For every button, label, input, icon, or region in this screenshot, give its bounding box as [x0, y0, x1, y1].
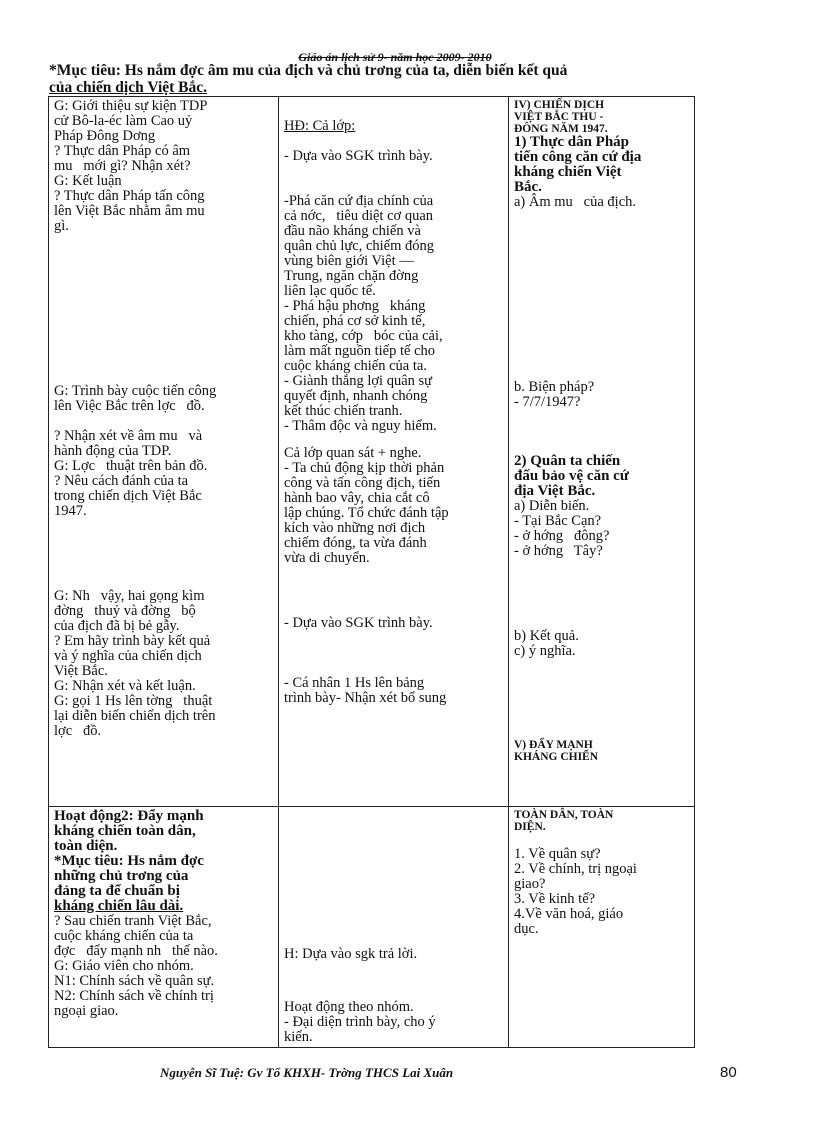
- text-line: - Phá hậu phơng kháng: [284, 298, 426, 314]
- text-line: kiến.: [284, 1029, 313, 1045]
- text-line: - Dựa vào SGK trình bày.: [284, 148, 433, 164]
- text-line: hành động của TDP.: [54, 443, 172, 459]
- text-line: Hoạt động theo nhóm.: [284, 999, 414, 1015]
- heading-line: Hoạt động2: Đẩy mạnh: [54, 808, 204, 824]
- text-line: quân chủ lực, chiếm đóng: [284, 238, 434, 254]
- text-line: 1. Về quân sự?: [514, 846, 601, 862]
- heading-line: KHÁNG CHIẾN: [514, 751, 599, 763]
- objective-line-2: của chiến dịch Việt Bắc.: [49, 79, 208, 96]
- text-line: N2: Chính sách về chính trị: [54, 988, 214, 1004]
- text-line: kết thúc chiến tranh.: [284, 403, 403, 419]
- text-line: - Tại Bắc Cạn?: [514, 513, 602, 529]
- text-line: cuộc kháng chiến của ta.: [284, 358, 427, 374]
- text-line: 2. Về chính, trị ngoại: [514, 861, 637, 877]
- text-line: - 7/7/1947?: [514, 394, 581, 410]
- heading-line: TOÀN DÂN, TOÀN: [514, 809, 614, 821]
- subheading-2: [514, 454, 689, 499]
- text-line: công và tấn công địch, tiến: [284, 475, 441, 491]
- heading-line: đấu bảo vệ căn cứ: [514, 468, 629, 484]
- text-line: Cả lớp quan sát + nghe.: [284, 445, 422, 461]
- text-line: lên Việt Bắc nhằm âm mu: [54, 203, 205, 219]
- heading-line: ĐÔNG NĂM 1947.: [514, 123, 608, 135]
- text-line: 1947.: [54, 503, 87, 519]
- text-line: ? Sau chiến tranh Việt Bắc,: [54, 913, 212, 929]
- text-line: b. Biện pháp?: [514, 379, 595, 395]
- text-line: - ở hớng đông?: [514, 528, 610, 544]
- text-line: ? Thực dân Pháp tấn công: [54, 188, 205, 204]
- text-line: 3. Về kinh tế?: [514, 891, 596, 907]
- table-row: [49, 97, 695, 807]
- text-line: chiến, phá cơ sở kinh tế,: [284, 313, 426, 329]
- text-line: a) Âm mu của địch.: [514, 194, 637, 210]
- text-line: vùng biên giới Việt —: [284, 253, 414, 269]
- text-line: G: Giới thiệu sự kiện TDP: [54, 98, 208, 114]
- text-line: ? Thực dân Pháp có âm: [54, 143, 191, 159]
- heading-line: toàn diện.: [54, 838, 118, 854]
- text-line: ? Nhận xét về âm mu và: [54, 428, 203, 444]
- heading-line: Bắc.: [514, 179, 542, 195]
- objective-text: [49, 62, 749, 96]
- heading-line: những chủ trơng của: [54, 868, 189, 884]
- text-line: H: Dựa vào sgk trả lời.: [284, 946, 418, 962]
- text-line: trong chiến dịch Việt Bắc: [54, 488, 202, 504]
- text-line: đờng thuỷ và đờng bộ: [54, 603, 196, 619]
- running-header: Giáo án lịch sử 9- năm học 2009- 2010: [298, 50, 492, 64]
- text-line: c) ý nghĩa.: [514, 643, 576, 659]
- heading-line: kháng chiến Việt: [514, 164, 622, 180]
- table-row: [49, 807, 695, 1048]
- text-line: cuộc kháng chiến của ta: [54, 928, 194, 944]
- heading-line: IV) CHIẾN DỊCH: [514, 99, 605, 111]
- heading-line: 1) Thực dân Pháp: [514, 134, 630, 150]
- text-line: vừa di chuyển.: [284, 550, 370, 566]
- heading-line: 2) Quân ta chiến: [514, 453, 621, 469]
- text-line: ngoại giao.: [54, 1003, 119, 1019]
- text-line: liên lạc quốc tế.: [284, 283, 376, 299]
- text-line: G: Nhận xét và kết luận.: [54, 678, 196, 694]
- text-line: kích vào những nơi địch: [284, 520, 426, 536]
- heading-line: VIỆT BẮC THU -: [514, 111, 604, 123]
- text-line: G: Trình bày cuộc tiến công: [54, 383, 217, 399]
- text-line: lập chúng. Tổ chức đánh tập: [284, 505, 449, 521]
- footer-author: Nguyễn Sĩ Tuệ: Gv Tổ KHXH- Trờng THCS Lai Xuân: [160, 1065, 454, 1080]
- text-line: giao?: [514, 876, 546, 892]
- text-line: cử Bô-la-éc làm Cao uỷ: [54, 113, 193, 129]
- text-line: ? Nêu cách đánh của ta: [54, 473, 189, 489]
- content-cell: [509, 807, 695, 1048]
- text-line: b) Kết quả.: [514, 628, 579, 644]
- heading-line: kháng chiến toàn dân,: [54, 823, 196, 839]
- subheading-1: [514, 135, 689, 195]
- text-line: trình bày- Nhận xét bổ sung: [284, 690, 447, 706]
- text-line: N1: Chính sách về quân sự.: [54, 973, 215, 989]
- text-line: a) Diễn biến.: [514, 498, 590, 514]
- text-line: G: Lợc thuật trên bản đồ.: [54, 458, 208, 474]
- heading-line: V) ĐẨY MẠNH: [514, 739, 593, 751]
- text-line: gì.: [54, 218, 69, 234]
- teacher-activity-cell: [49, 807, 279, 1048]
- text-line: ? Em hãy trình bày kết quả: [54, 633, 211, 649]
- text-line: mu mới gì? Nhận xét?: [54, 158, 191, 174]
- text-line: lên Việc Bắc trên lợc đồ.: [54, 398, 205, 414]
- text-line: cả nớc, tiêu diệt cơ quan: [284, 208, 434, 224]
- text-line: làm mất nguồn tiếp tế cho: [284, 343, 436, 359]
- text-line: Việt Bắc.: [54, 663, 108, 679]
- text-line: G: Giáo viên cho nhóm.: [54, 958, 194, 974]
- text-line: chiếm đóng, ta vừa đánh: [284, 535, 427, 551]
- heading-line: *Mục tiêu: Hs nắm đợc: [54, 853, 204, 869]
- activity-2-heading: [54, 809, 273, 914]
- heading-line: kháng chiến lâu dài.: [54, 898, 184, 914]
- section-heading-5: [514, 739, 689, 763]
- text-line: - Giành thắng lợi quân sự: [284, 373, 433, 389]
- student-activity-cell: [279, 97, 509, 807]
- text-line: hành bao vây, chia cắt cô: [284, 490, 430, 506]
- text-line: - ở hớng Tây?: [514, 543, 603, 559]
- text-line: quyết định, nhanh chóng: [284, 388, 428, 404]
- objective-line-1: *Mục tiêu: Hs nắm đợc âm mu của địch và chủ trơng của ta, diễn biến kết quả: [49, 62, 568, 79]
- student-activity-cell: [279, 807, 509, 1048]
- text-line: Pháp Đông Dơng: [54, 128, 156, 144]
- text-line: đầu não kháng chiến và: [284, 223, 421, 239]
- text-line: Trung, ngăn chặn đờng: [284, 268, 419, 284]
- text-line: -Phá căn cứ địa chính của: [284, 193, 434, 209]
- lesson-table: [48, 96, 695, 1048]
- text-line: của địch đã bị bẻ gẫy.: [54, 618, 180, 634]
- section-heading-5-cont: [514, 809, 689, 833]
- heading-line: địa Việt Bắc.: [514, 483, 596, 499]
- text-line: G: Kết luận: [54, 173, 122, 189]
- text-line: G: gọi 1 Hs lên tờng thuật: [54, 693, 213, 709]
- text-line: - Dựa vào SGK trình bày.: [284, 615, 433, 631]
- text-line: kho tàng, cớp bóc của cải,: [284, 328, 443, 344]
- heading-line: đảng ta để chuẩn bị: [54, 883, 180, 899]
- text-line: - Đại diện trình bày, cho ý: [284, 1014, 436, 1030]
- text-line: - Cá nhân 1 Hs lên bảng: [284, 675, 425, 691]
- activity-heading: HĐ: Cả lớp:: [284, 118, 356, 134]
- text-line: G: Nh vậy, hai gọng kìm: [54, 588, 205, 604]
- section-heading-4: [514, 99, 689, 135]
- text-line: đợc đẩy mạnh nh thế nào.: [54, 943, 218, 959]
- heading-line: tiến công căn cứ địa: [514, 149, 642, 165]
- text-line: lợc đồ.: [54, 723, 102, 739]
- teacher-activity-cell: [49, 97, 279, 807]
- text-line: - Thâm độc và nguy hiểm.: [284, 418, 437, 434]
- text-line: 4.Về văn hoá, giáo: [514, 906, 624, 922]
- text-line: dục.: [514, 921, 539, 937]
- text-line: - Ta chủ động kịp thời phản: [284, 460, 445, 476]
- heading-line: DIỆN.: [514, 821, 546, 833]
- page-number: 80: [720, 1064, 737, 1081]
- content-cell: [509, 97, 695, 807]
- text-line: và ý nghĩa của chiến dịch: [54, 648, 202, 664]
- text-line: lại diễn biến chiến dịch trên: [54, 708, 216, 724]
